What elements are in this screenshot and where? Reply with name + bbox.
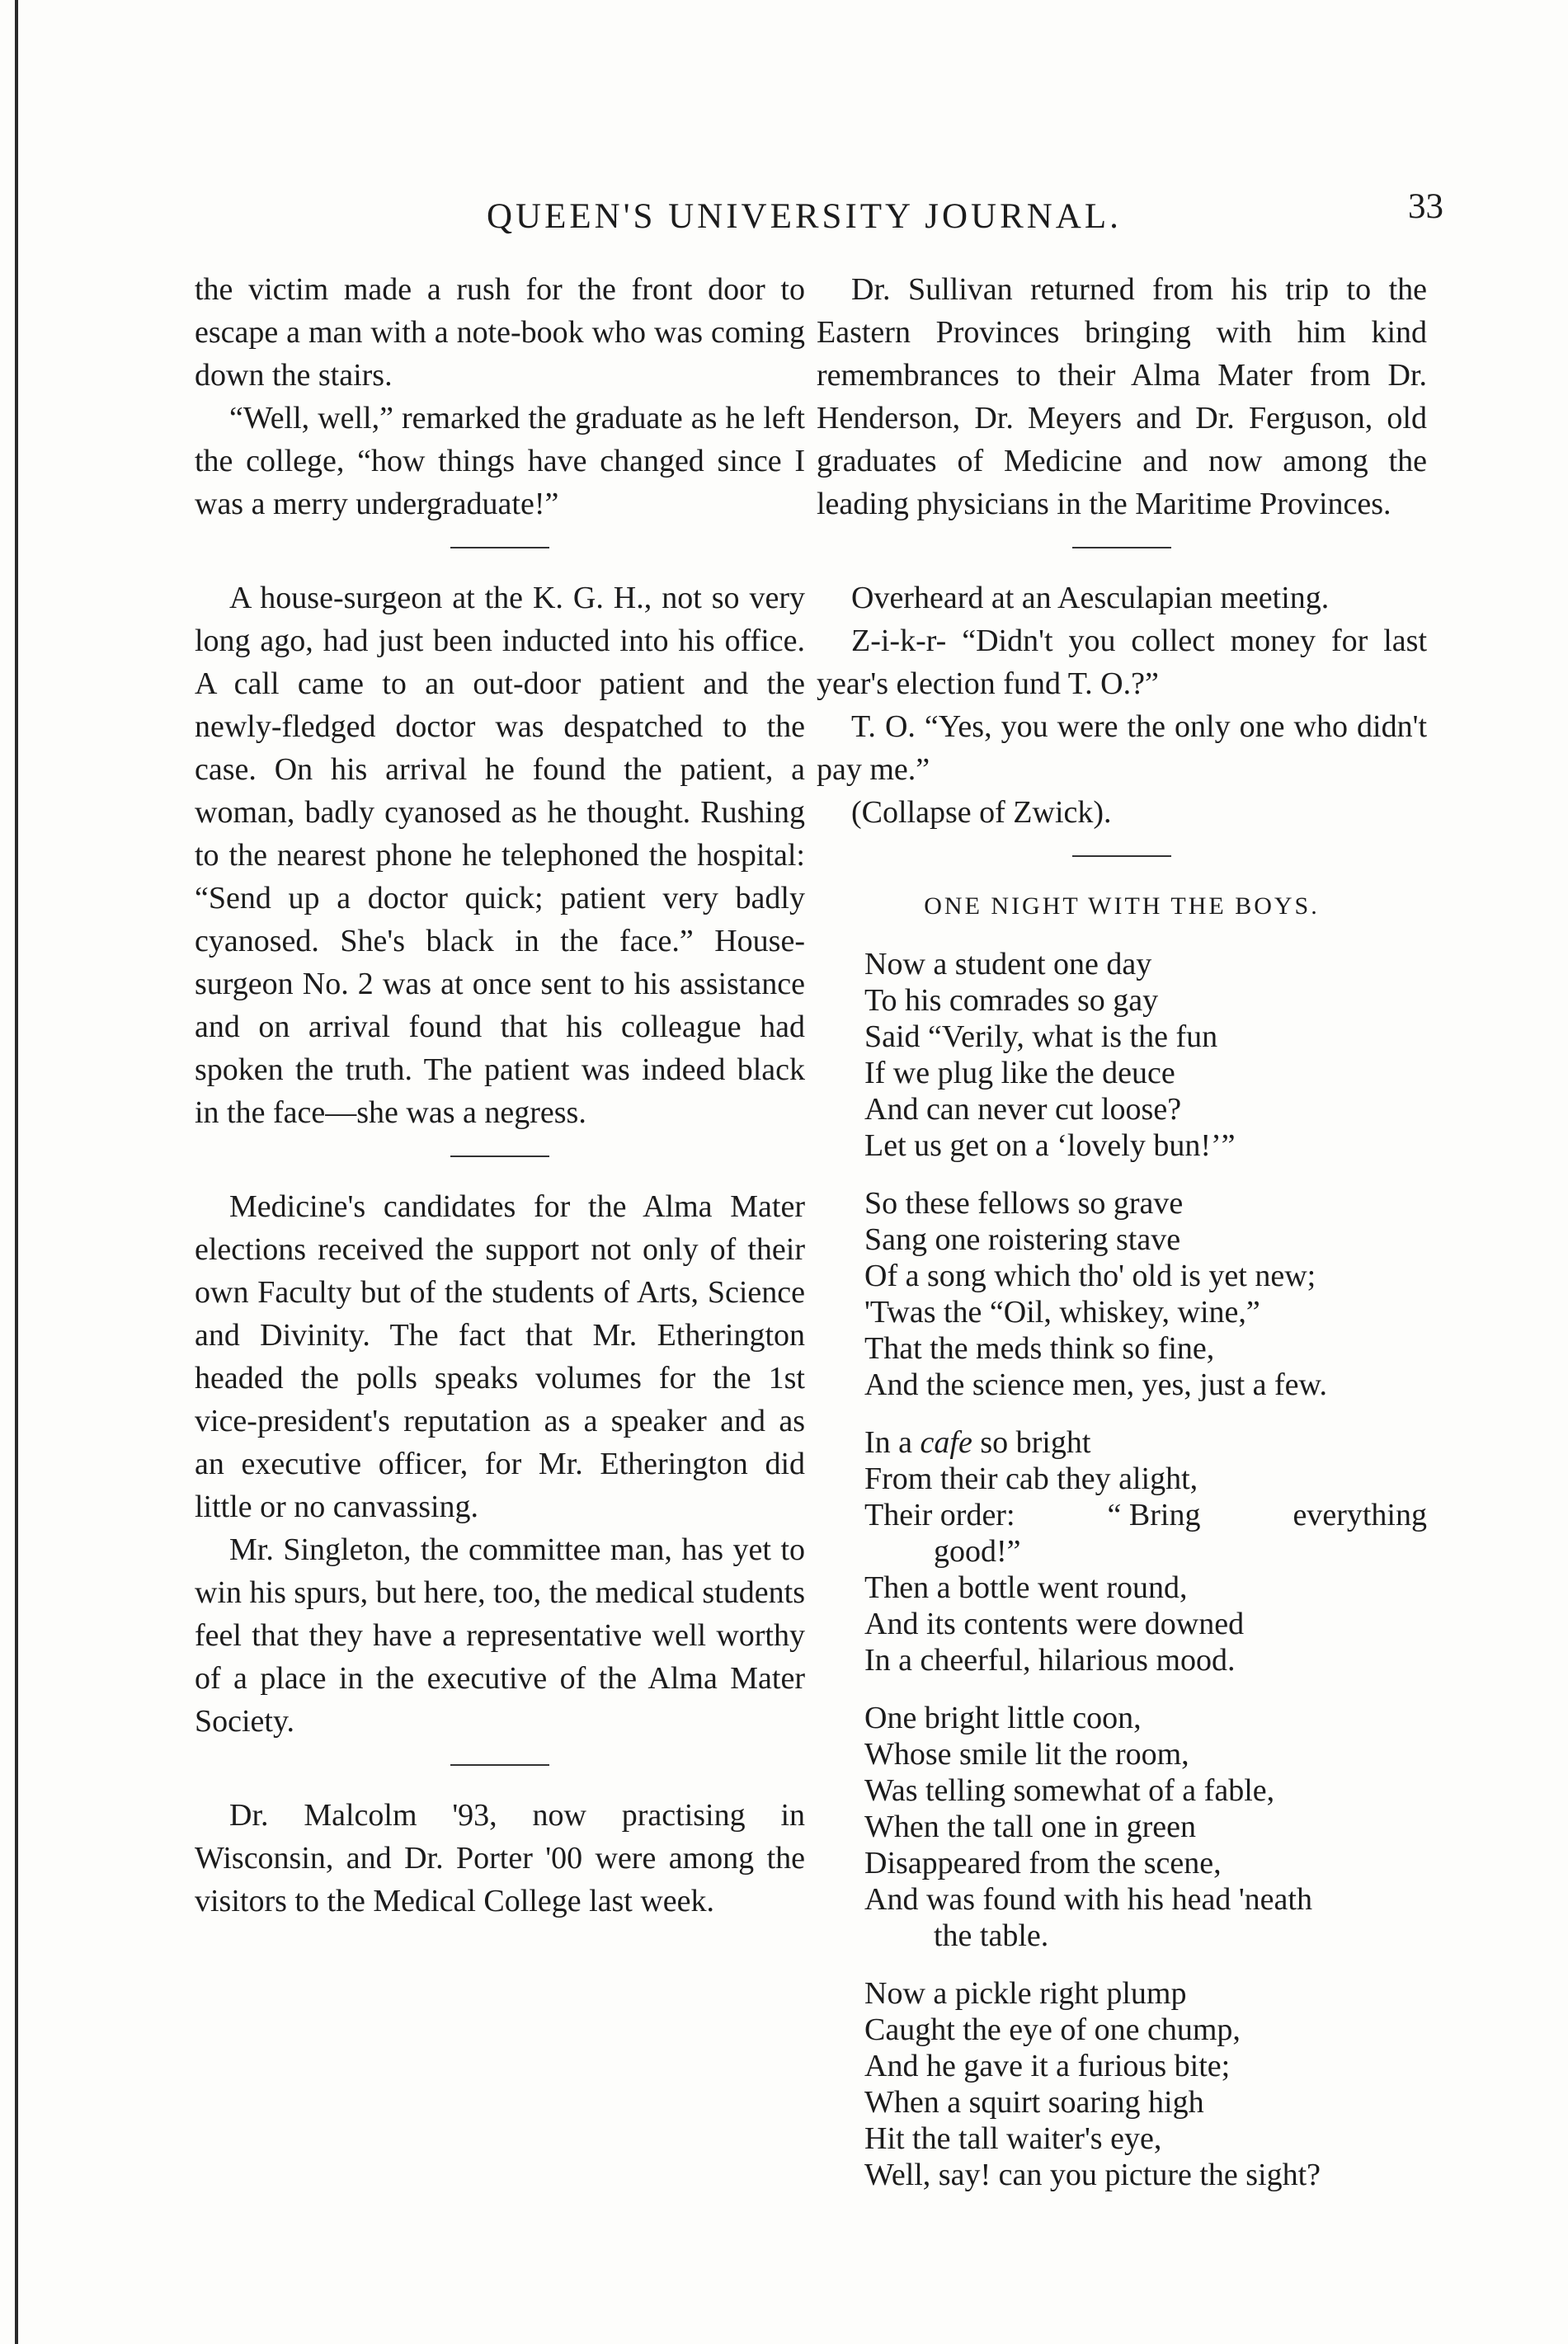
section-divider: [1072, 547, 1171, 548]
poem-title: ONE NIGHT WITH THE BOYS.: [924, 892, 1320, 920]
paragraph: A house-surgeon at the K. G. H., not so very long ago, had just been inducted into his office. A call came to an out-door patient and the newly-fledged doctor was despatched to the case. On his arrival he found the patient, a woman, badly cyanosed as he thought. Rushing to the nearest phone he telephoned the hospital: “Send up a doctor quick; patient very badly cyanosed. She's black in the face.” House-surgeon No. 2 was at once sent to his assistance and on arrival found that his colleague had spoken the truth. The patient was indeed black in the face—she was a negress.: [195, 581, 805, 1130]
poem-line: Let us get on a ‘lovely bun!’”: [864, 1128, 1236, 1163]
paragraph: (Collapse of Zwick).: [851, 795, 1112, 830]
poem-line: One bright little coon,: [864, 1701, 1142, 1735]
poem-word: “ Bring: [1107, 1498, 1201, 1532]
poem-line: And the science men, yes, just a few.: [864, 1367, 1328, 1402]
poem-line: In a cheerful, hilarious mood.: [864, 1643, 1236, 1678]
paragraph: T. O. “Yes, you were the only one who didn't pay me.”: [817, 709, 1427, 787]
poem-line: Now a pickle right plump: [864, 1976, 1187, 2011]
poem-line: From their cab they alight,: [864, 1461, 1198, 1496]
page-header: [190, 180, 1443, 246]
poem-line: So these fellows so grave: [864, 1186, 1184, 1221]
poem-stanza: [864, 1185, 1427, 1403]
poem-line: 'Twas the “Oil, whiskey, wine,”: [864, 1295, 1260, 1330]
poem-line: Well, say! can you picture the sight?: [864, 2158, 1321, 2192]
poem-line: When the tall one in green: [864, 1810, 1197, 1844]
paragraph: Medicine's candidates for the Alma Mater elections received the support not only of their own Faculty but of the students of Arts, Science and Divinity. The fact that Mr. Etherington headed the polls speaks volumes for the 1st vice-president's reputation as a speaker and as an executive officer, for Mr. Etherington did little or no canvassing.: [195, 1189, 805, 1524]
poem-line: That the meds think so fine,: [864, 1331, 1215, 1366]
paragraph: Mr. Singleton, the committee man, has yet to win his spurs, but here, too, the medical students feel that they have a representative well worthy of a place in the executive of the Alma Mater Society.: [195, 1532, 805, 1739]
poem-word: so bright: [980, 1425, 1091, 1460]
poem-line: Hit the tall waiter's eye,: [864, 2121, 1162, 2156]
poem-line: Of a song which tho' old is yet new;: [864, 1259, 1316, 1293]
poem-line: And its contents were downed: [864, 1607, 1245, 1641]
poem-line: Said “Verily, what is the fun: [864, 1019, 1218, 1054]
poem-line: And can never cut loose?: [864, 1092, 1182, 1127]
poem-line: To his comrades so gay: [864, 983, 1159, 1018]
poem-stanza: [864, 1700, 1427, 1954]
running-title: QUEEN'S UNIVERSITY JOURNAL.: [487, 197, 1122, 236]
poem-stanza: [864, 1424, 1427, 1678]
poem-line: [864, 1497, 1427, 1533]
poem-word: everything: [1293, 1498, 1427, 1532]
poem-line: Now a student one day: [864, 947, 1152, 981]
poem-line: And was found with his head 'neath: [864, 1882, 1312, 1917]
paragraph: the victim made a rush for the front door to escape a man with a note-book who was coming down the stairs.: [195, 272, 805, 393]
poem-stanza: [864, 1975, 1427, 2193]
section-divider: [450, 547, 549, 548]
poem-line: Whose smile lit the room,: [864, 1737, 1189, 1772]
poem-line: When a squirt soaring high: [864, 2085, 1204, 2120]
poem-line-continuation: good!”: [934, 1534, 1021, 1569]
poem-line: Then a bottle went round,: [864, 1570, 1188, 1605]
poem-stanza: [864, 946, 1427, 1164]
paragraph: Overheard at an Aesculapian meeting.: [851, 581, 1330, 615]
page-edge-line: [15, 0, 18, 2344]
poem-line: Disappeared from the scene,: [864, 1846, 1222, 1880]
poem-line: Sang one roistering stave: [864, 1222, 1181, 1257]
poem-line: And he gave it a furious bite;: [864, 2049, 1231, 2083]
poem-line: Was telling somewhat of a fable,: [864, 1773, 1275, 1808]
right-column: [817, 268, 1427, 2215]
section-divider: [1072, 855, 1171, 857]
section-divider: [450, 1764, 549, 1766]
poem-line: Caught the eye of one chump,: [864, 2012, 1241, 2047]
paragraph: “Well, well,” remarked the graduate as he left the college, “how things have changed since I was a merry undergraduate!”: [195, 401, 805, 521]
poem-line-continuation: the table.: [934, 1918, 1049, 1953]
poem-word: In a: [864, 1425, 913, 1460]
section-divider: [450, 1156, 549, 1157]
poem-line: If we plug like the deuce: [864, 1056, 1175, 1090]
page-number: 33: [1408, 187, 1443, 226]
poem-line: [864, 1424, 1427, 1461]
poem-word-italic: cafe: [920, 1425, 972, 1460]
left-column: [195, 268, 805, 1923]
paragraph: Z-i-k-r- “Didn't you collect money for last year's election fund T. O.?”: [817, 624, 1427, 701]
poem-word: Their order:: [864, 1498, 1015, 1532]
paragraph: Dr. Sullivan returned from his trip to the Eastern Provinces bringing with him kind remembrances to their Alma Mater from Dr. Henderson, Dr. Meyers and Dr. Ferguson, old graduates of Medicine and now among the leading physicians in the Maritime Provinces.: [817, 272, 1427, 521]
paragraph: Dr. Malcolm '93, now practising in Wisconsin, and Dr. Porter '00 were among the visitors to the Medical College last week.: [195, 1798, 805, 1918]
